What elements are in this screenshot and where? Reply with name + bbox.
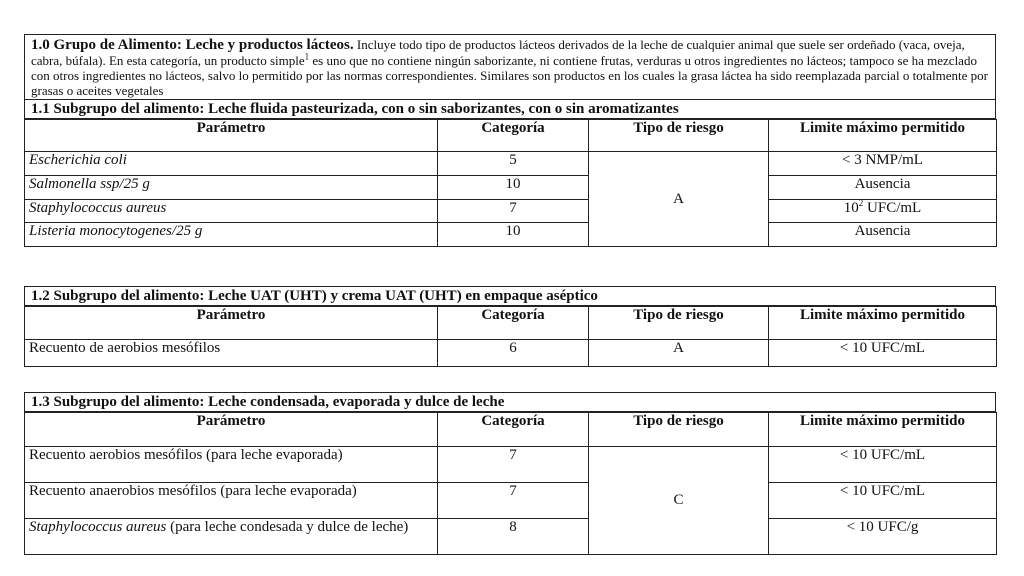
subgroup-1-3-block bbox=[24, 392, 996, 555]
group-heading: 1.0 Grupo de Alimento: Leche y productos lácteos. bbox=[31, 37, 354, 53]
table-header-row bbox=[25, 307, 997, 340]
param-text: Listeria monocytogenes/25 g bbox=[29, 223, 203, 239]
limit-cell: < 3 NMP/mL bbox=[769, 152, 997, 176]
footnote-mark: 1 bbox=[304, 51, 310, 62]
param-cell bbox=[25, 223, 438, 247]
subgroup-1-1-table bbox=[24, 119, 997, 247]
table-header-row bbox=[25, 120, 997, 152]
param-text: Escherichia coli bbox=[29, 152, 127, 168]
table-row bbox=[25, 223, 997, 247]
subgroup-1-3-title: 1.3 Subgrupo del alimento: Leche condensada, evaporada y dulce de leche bbox=[24, 392, 996, 412]
limit-unit: UFC/mL bbox=[863, 200, 922, 216]
header-categoria: Categoría bbox=[438, 120, 589, 152]
header-tipo-riesgo: Tipo de riesgo bbox=[589, 413, 769, 447]
table-header-row bbox=[25, 413, 997, 447]
category-cell: 10 bbox=[438, 176, 589, 200]
limit-cell: < 10 UFC/mL bbox=[769, 483, 997, 519]
subgroup-1-2-block bbox=[24, 286, 996, 367]
header-tipo-riesgo: Tipo de riesgo bbox=[589, 307, 769, 340]
header-categoria: Categoría bbox=[438, 307, 589, 340]
header-limite: Limite máximo permitido bbox=[769, 120, 997, 152]
header-limite: Limite máximo permitido bbox=[769, 307, 997, 340]
category-cell: 7 bbox=[438, 483, 589, 519]
limit-cell bbox=[769, 200, 997, 223]
param-cell bbox=[25, 200, 438, 223]
header-parametro: Parámetro bbox=[25, 307, 438, 340]
param-text: Staphylococcus aureus bbox=[29, 200, 167, 216]
limit-base: 10 bbox=[843, 200, 859, 216]
param-cell: Recuento de aerobios mesófilos bbox=[25, 340, 438, 367]
param-rest-text: (para leche condesada y dulce de leche) bbox=[166, 519, 409, 535]
table-row bbox=[25, 340, 997, 367]
group-description-b: es uno que no contiene ningún saborizante, ni contiene frutas, verduras u otros ingredientes no lácteos; tampoco se ha mezclado con otros ingredientes no lácteos, salvo lo permitido por las normas correspondientes. Similares son productos en los cuales la grasa láctea ha sido reemplazada parcial o totalmente por grasas o aceites vegetales bbox=[31, 53, 989, 98]
table-row bbox=[25, 176, 997, 200]
subgroup-1-1-title: 1.1 Subgrupo del alimento: Leche fluida pasteurizada, con o sin saborizantes, con o sin aromatizantes bbox=[24, 99, 996, 119]
param-italic-text: Staphylococcus aureus bbox=[29, 519, 167, 535]
table-row bbox=[25, 519, 997, 555]
group-1-block bbox=[24, 34, 996, 247]
subgroup-1-2-title: 1.2 Subgrupo del alimento: Leche UAT (UHT) y crema UAT (UHT) en empaque aséptico bbox=[24, 286, 996, 306]
risk-cell: A bbox=[589, 152, 769, 247]
limit-cell: Ausencia bbox=[769, 223, 997, 247]
header-categoria: Categoría bbox=[438, 413, 589, 447]
table-row bbox=[25, 447, 997, 483]
header-limite: Limite máximo permitido bbox=[769, 413, 997, 447]
limit-cell: < 10 UFC/mL bbox=[769, 447, 997, 483]
param-text: Salmonella ssp/25 g bbox=[29, 176, 150, 192]
category-cell: 5 bbox=[438, 152, 589, 176]
header-tipo-riesgo: Tipo de riesgo bbox=[589, 120, 769, 152]
limit-cell: < 10 UFC/mL bbox=[769, 340, 997, 367]
group-description-a: Incluye todo tipo de productos lácteos derivados de la leche de cualquier animal que suele ser ordeñado (vaca, oveja, cabra, búfala). En esta categoría, un producto simple bbox=[31, 37, 965, 68]
group-intro bbox=[24, 34, 996, 99]
category-cell: 7 bbox=[438, 447, 589, 483]
param-cell: Recuento anaerobios mesófilos (para leche evaporada) bbox=[25, 483, 438, 519]
header-parametro: Parámetro bbox=[25, 120, 438, 152]
table-row bbox=[25, 200, 997, 223]
limit-exponent: 2 bbox=[858, 198, 864, 208]
limit-cell: < 10 UFC/g bbox=[769, 519, 997, 555]
limit-cell: Ausencia bbox=[769, 176, 997, 200]
subgroup-1-2-table bbox=[24, 306, 997, 367]
category-cell: 10 bbox=[438, 223, 589, 247]
risk-cell: A bbox=[589, 340, 769, 367]
risk-cell: C bbox=[589, 447, 769, 555]
table-row bbox=[25, 152, 997, 176]
category-cell: 7 bbox=[438, 200, 589, 223]
param-cell: Recuento aerobios mesófilos (para leche evaporada) bbox=[25, 447, 438, 483]
category-cell: 8 bbox=[438, 519, 589, 555]
param-cell bbox=[25, 519, 438, 555]
category-cell: 6 bbox=[438, 340, 589, 367]
table-row bbox=[25, 483, 997, 519]
param-cell bbox=[25, 152, 438, 176]
param-cell bbox=[25, 176, 438, 200]
header-parametro: Parámetro bbox=[25, 413, 438, 447]
subgroup-1-3-table bbox=[24, 412, 997, 555]
